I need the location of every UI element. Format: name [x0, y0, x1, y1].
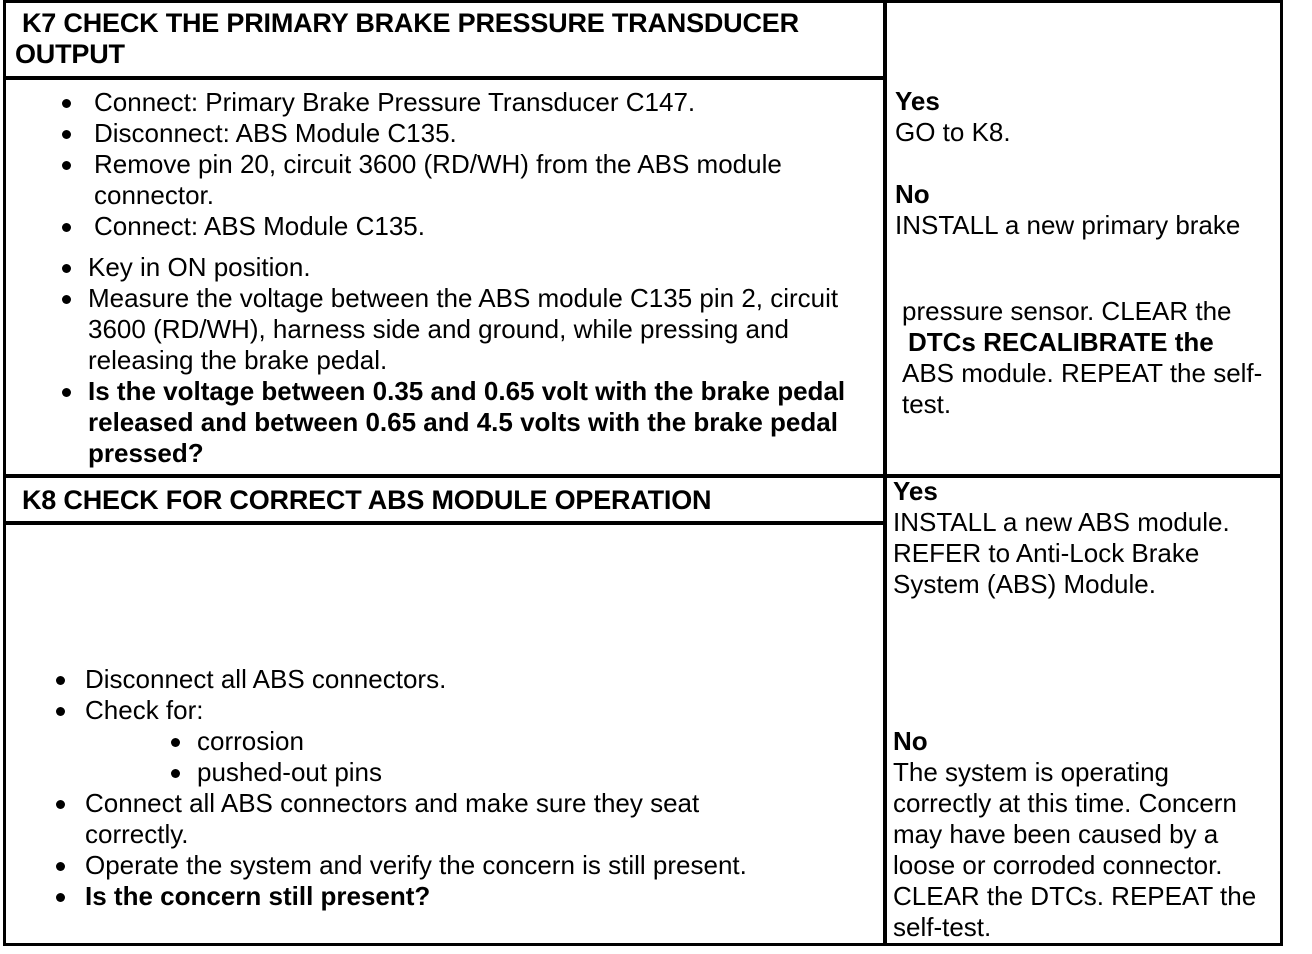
list-item: Disconnect all ABS connectors.	[52, 664, 872, 695]
list-item: Connect: Primary Brake Pressure Transducer C147.	[58, 87, 858, 118]
list-item: Key in ON position.	[58, 252, 876, 283]
list-item: pushed-out pins	[167, 757, 872, 788]
k7-title-line1: K7 CHECK THE PRIMARY BRAKE PRESSURE TRANSDUCER	[22, 8, 799, 38]
k7-yes-answer	[895, 86, 1275, 148]
list-item: Measure the voltage between the ABS module C135 pin 2, circuit 3600 (RD/WH), harness side and ground, while pressing and releasing the brake pedal.	[58, 283, 876, 376]
no-text-2a: pressure sensor. CLEAR the	[902, 296, 1232, 326]
k7-title-line2: OUTPUT	[15, 39, 125, 69]
yes-text: GO to K8.	[895, 117, 1011, 147]
check-items	[85, 726, 872, 788]
no-text-2c: ABS module. REPEAT the self-test.	[902, 358, 1263, 419]
k8-steps	[52, 664, 872, 912]
no-text: The system is operating correctly at this time. Concern may have been caused by a loose or corroded connector. CLEAR the DTCs. REPEAT the self-test.	[893, 757, 1257, 942]
yes-text: INSTALL a new ABS module. REFER to Anti-Lock Brake System (ABS) Module.	[893, 507, 1230, 599]
list-item: Is the concern still present?	[52, 881, 872, 912]
list-item: Disconnect: ABS Module C135.	[58, 118, 858, 149]
k7-title	[15, 8, 875, 70]
k8-title-divider	[3, 521, 887, 525]
k7-steps-group2	[58, 252, 876, 469]
k7-no-answer	[895, 179, 1280, 241]
no-label: No	[893, 726, 928, 756]
k8-title: K8 CHECK FOR CORRECT ABS MODULE OPERATION	[22, 485, 712, 515]
list-item: Connect all ABS connectors and make sure they seat correctly.	[52, 788, 785, 850]
k7-title-divider	[3, 76, 887, 80]
yes-label: Yes	[893, 476, 938, 506]
list-item: corrosion	[167, 726, 872, 757]
k8-no-answer	[893, 726, 1273, 943]
list-item: Operate the system and verify the concern is still present.	[52, 850, 872, 881]
no-label: No	[895, 179, 930, 209]
check-for-label: Check for:	[85, 695, 204, 725]
k7-steps-group1	[58, 87, 858, 242]
k8-yes-answer	[893, 476, 1273, 600]
no-text-1: INSTALL a new primary brake	[895, 210, 1241, 240]
no-text-2b: DTCs RECALIBRATE the	[908, 327, 1214, 357]
list-item: Is the voltage between 0.35 and 0.65 volt with the brake pedal released and between 0.65 and 4.5 volts with the brake pedal pressed?	[58, 376, 876, 469]
list-item: Remove pin 20, circuit 3600 (RD/WH) from the ABS module connector.	[58, 149, 858, 211]
list-item	[52, 695, 872, 788]
yes-label: Yes	[895, 86, 940, 116]
list-item: Connect: ABS Module C135.	[58, 211, 858, 242]
k7-no-answer-continued	[902, 296, 1272, 420]
column-divider	[883, 0, 887, 946]
